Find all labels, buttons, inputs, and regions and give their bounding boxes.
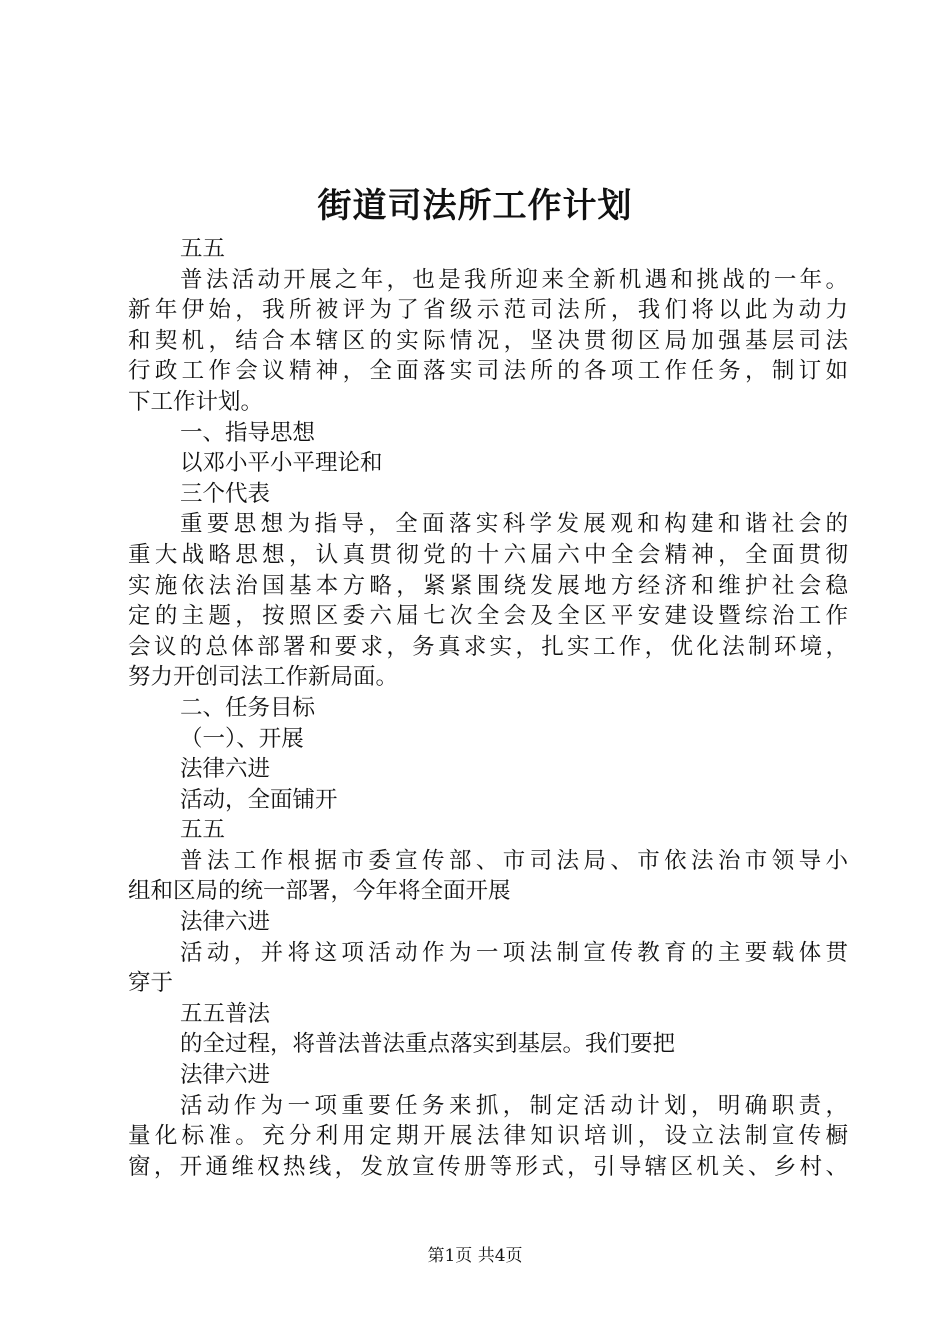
document-title: 街道司法所工作计划 bbox=[317, 186, 633, 226]
text-line: 普法工作根据市委宣传部、市司法局、市依法治市领导小 bbox=[180, 847, 848, 874]
text-line: 下工作计划。 bbox=[128, 388, 264, 415]
text-line: 法律六进 bbox=[180, 1062, 271, 1089]
text-line: 普法活动开展之年，也是我所迎来全新机遇和挑战的一年。 bbox=[180, 266, 848, 293]
text-line: 法律六进 bbox=[180, 909, 271, 936]
text-line: 行政工作会议精神，全面落实司法所的各项工作任务，制订如 bbox=[128, 358, 848, 385]
text-line: 法律六进 bbox=[180, 756, 271, 783]
text-line: 窗，开通维权热线，发放宣传册等形式，引导辖区机关、乡村、 bbox=[128, 1153, 848, 1180]
text-line: 以邓小平小平理论和 bbox=[180, 450, 383, 477]
text-line: 定的主题，按照区委六届七次全会及全区平安建设暨综治工作 bbox=[128, 603, 848, 630]
text-line: 重大战略思想，认真贯彻党的十六届六中全会精神，全面贯彻 bbox=[128, 541, 848, 568]
text-line: 五五 bbox=[180, 817, 226, 844]
text-line: 穿于 bbox=[128, 970, 174, 997]
section-heading: 一、指导思想 bbox=[180, 419, 316, 446]
document-body bbox=[128, 234, 848, 1182]
text-line: 重要思想为指导，全面落实科学发展观和构建和谐社会的 bbox=[180, 511, 848, 538]
text-line: 实施依法治国基本方略，紧紧围绕发展地方经济和维护社会稳 bbox=[128, 572, 848, 599]
text-line: 活动，全面铺开 bbox=[180, 786, 338, 813]
text-line: 量化标准。充分利用定期开展法律知识培训，设立法制宣传橱 bbox=[128, 1123, 848, 1150]
text-line: 五五 bbox=[180, 236, 226, 262]
text-line: 五五普法 bbox=[180, 1000, 271, 1027]
text-line: 努力开创司法工作新局面。 bbox=[128, 664, 399, 691]
text-line: 和契机，结合本辖区的实际情况，坚决贯彻区局加强基层司法 bbox=[128, 327, 848, 354]
text-line: 会议的总体部署和要求，务真求实，扎实工作，优化法制环境， bbox=[128, 633, 848, 660]
section-heading: 二、任务目标 bbox=[180, 694, 316, 721]
text-line: 新年伊始，我所被评为了省级示范司法所，我们将以此为动力 bbox=[128, 297, 848, 324]
subsection-heading: （一）、开展 bbox=[180, 725, 304, 752]
page-footer: 第1页 共4页 bbox=[427, 1246, 523, 1266]
text-line: 活动作为一项重要任务来抓，制定活动计划，明确职责， bbox=[180, 1092, 848, 1119]
text-line: 三个代表 bbox=[180, 480, 271, 507]
text-line: 的全过程，将普法普法重点落实到基层。我们要把 bbox=[180, 1031, 676, 1058]
text-line: 组和区局的统一部署，今年将全面开展 bbox=[128, 878, 511, 905]
text-line: 活动，并将这项活动作为一项法制宣传教育的主要载体贯 bbox=[180, 939, 848, 966]
